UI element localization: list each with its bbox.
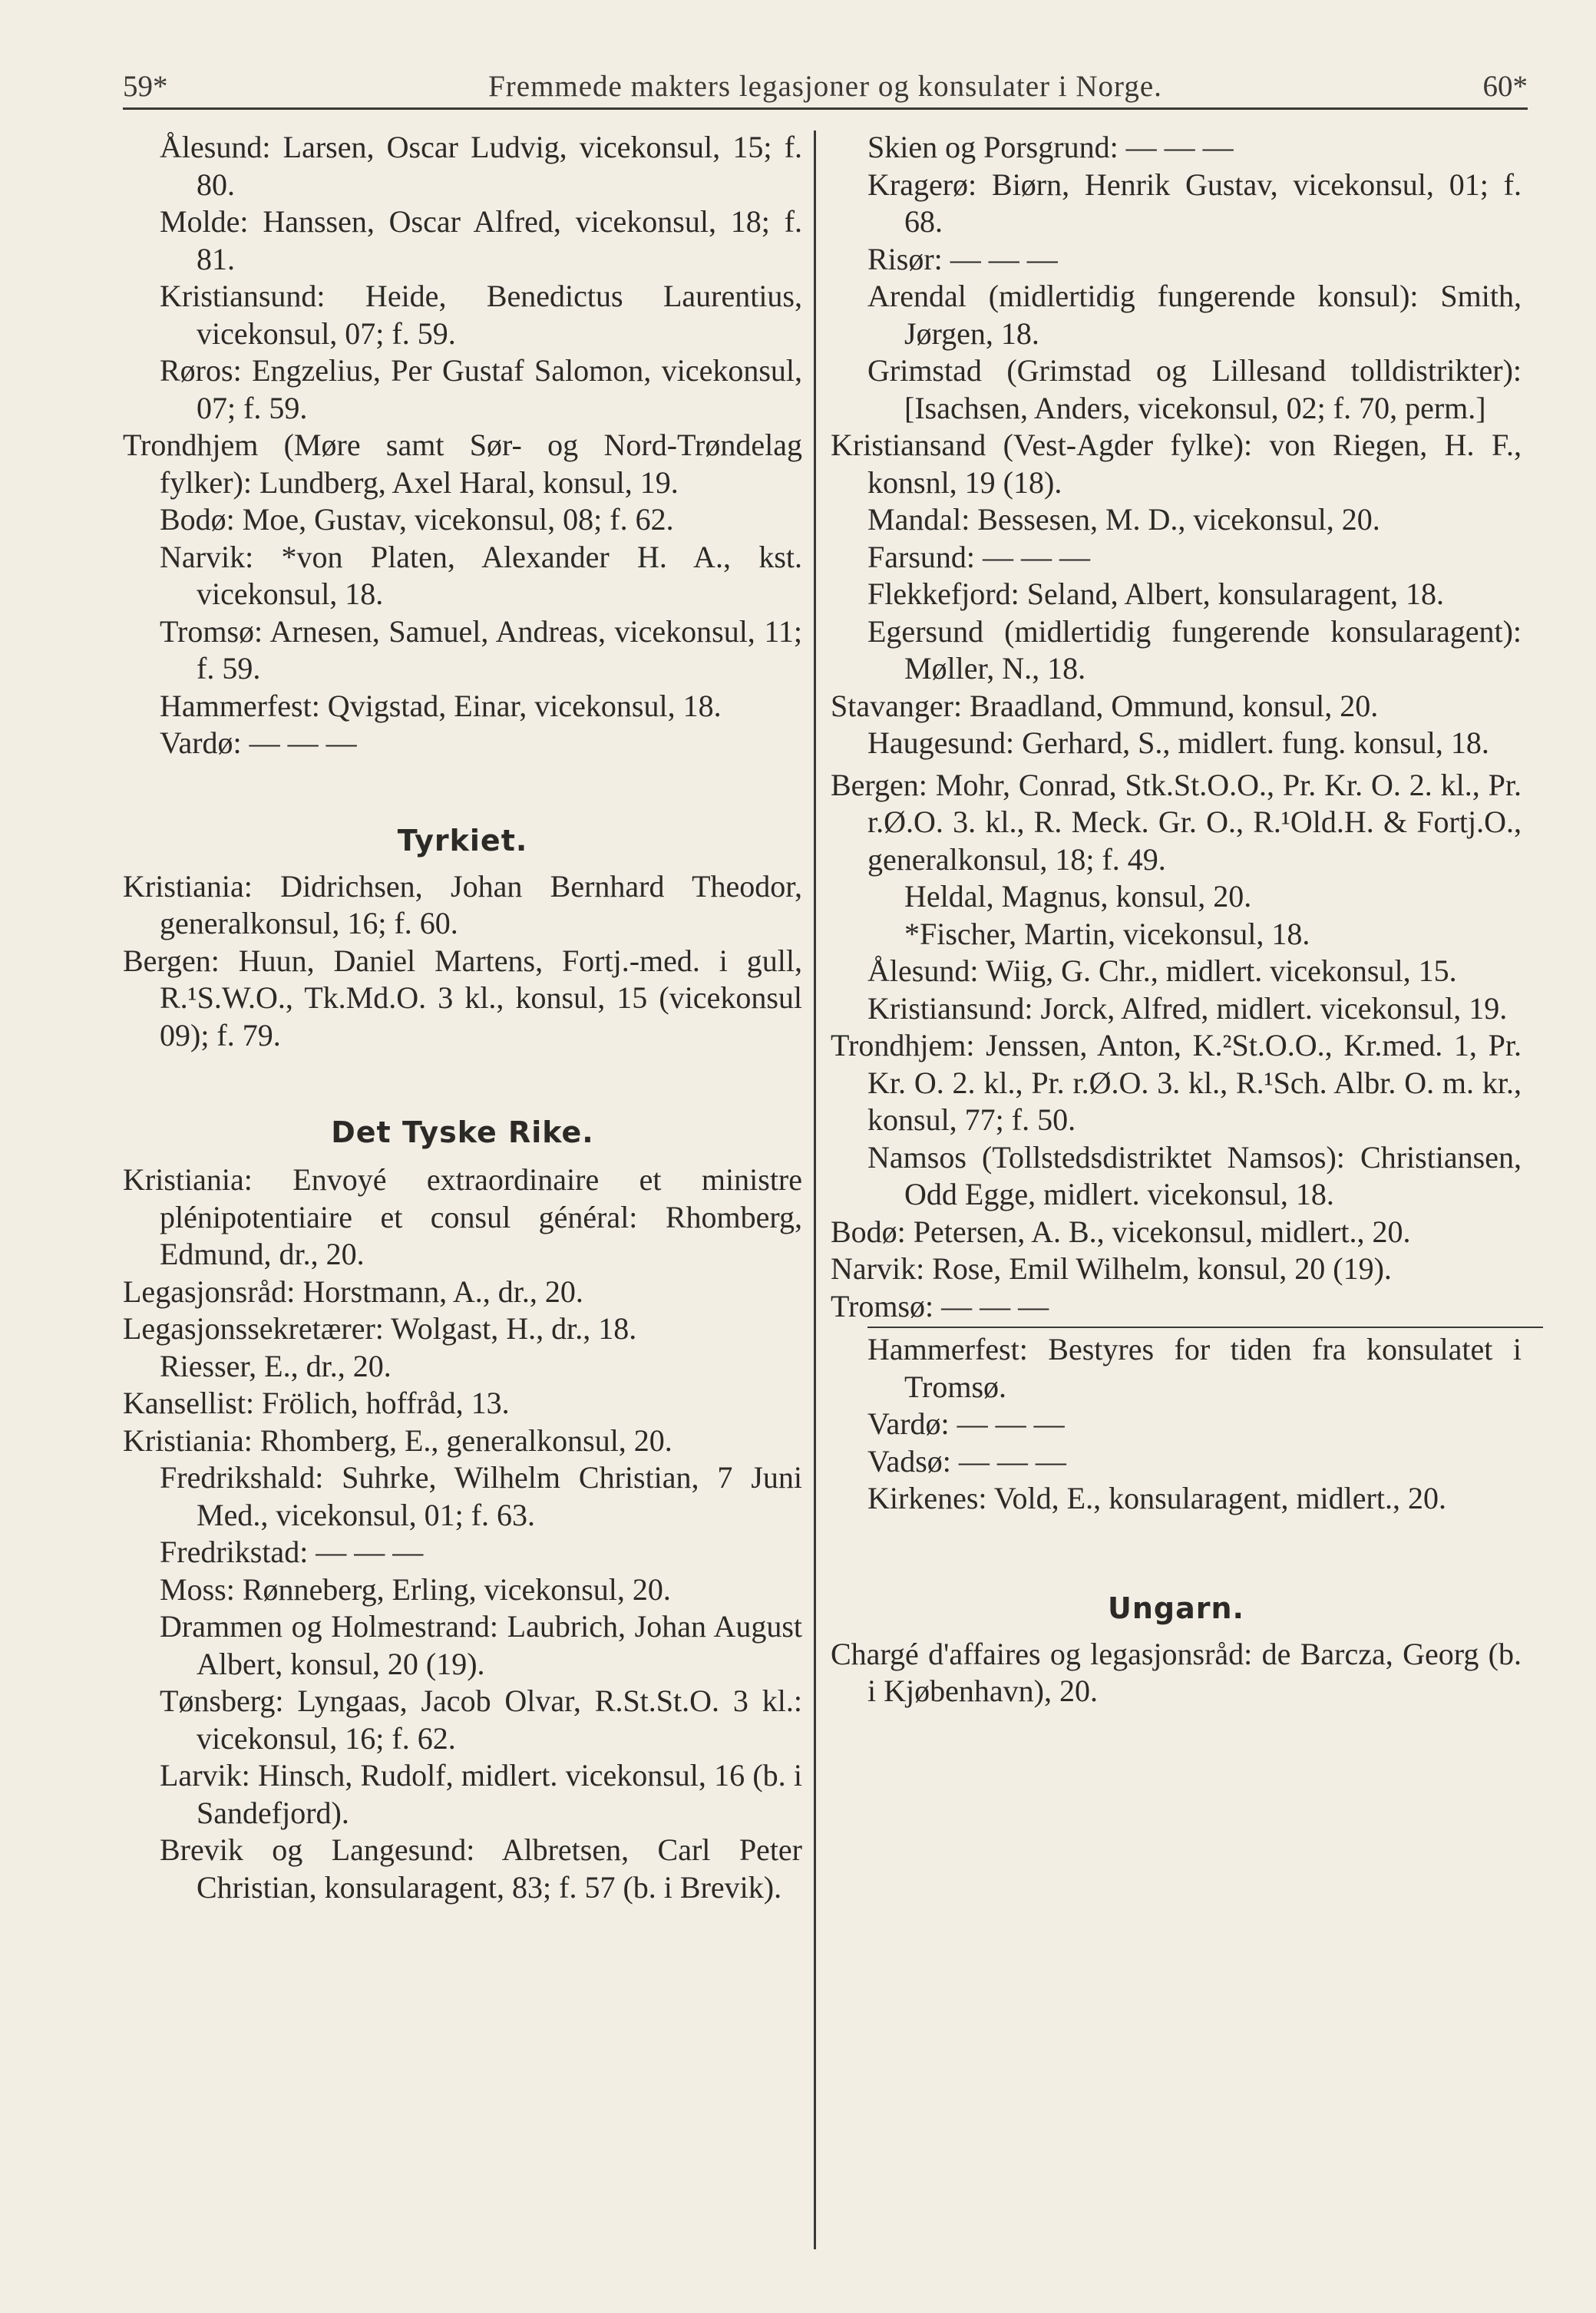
consulate-entry: Trondhjem: Jenssen, Anton, K.²St.O.O., Kr.med. 1, Pr. Kr. O. 2. kl., Pr. r.Ø.O. 3. kl., R.¹Sch. Albr. O. m. kr., konsul, 77; f. 50. <box>831 1028 1522 1137</box>
consulate-entry: Kansellist: Frölich, hoffråd, 13. <box>123 1386 510 1420</box>
consulate-entry: Røros: Engzelius, Per Gustaf Salomon, vicekonsul, 07; f. 59. <box>160 353 802 425</box>
section-heading-tyrkiet: Tyrkiet. <box>397 823 528 857</box>
page-number-left: 59* <box>123 70 168 103</box>
consulate-entry: Risør: — — — <box>867 241 1058 276</box>
consulate-entry: Kragerø: Biørn, Henrik Gustav, vicekonsul, 01; f. 68. <box>867 167 1522 239</box>
running-header <box>123 64 1528 111</box>
consulate-entry: Egersund (midlertidig fungerende konsularagent): Møller, N., 18. <box>867 613 1522 686</box>
consulate-entry: Stavanger: Braadland, Ommund, konsul, 20. <box>831 688 1379 723</box>
section-rule <box>867 1327 1543 1328</box>
consulate-entry: Molde: Hanssen, Oscar Alfred, vicekonsul, 18; f. 81. <box>160 204 802 276</box>
consulate-entry: Chargé d'affaires og legasjonsråd: de Barcza, Georg (b. i Kjøbenhavn), 20. <box>831 1636 1522 1708</box>
consulate-entry: Mandal: Bessesen, M. D., vicekonsul, 20. <box>867 502 1380 537</box>
consulate-entry: Heldal, Magnus, konsul, 20. <box>904 879 1252 914</box>
consulate-entry: Vardø: — — — <box>160 725 357 760</box>
consulate-entry: Arendal (midlertidig fungerende konsul): Smith, Jørgen, 18. <box>867 279 1522 351</box>
consulate-entry: Vadsø: — — — <box>867 1443 1066 1479</box>
consulate-entry: Kristiania: Envoyé extraordinaire et ministre plénipotentiaire et consul général: Rhomberg, Edmund, dr., 20. <box>123 1162 802 1271</box>
consulate-entry: *Fischer, Martin, vicekonsul, 18. <box>904 916 1310 951</box>
consulate-entry: Grimstad (Grimstad og Lillesand tolldistrikter): [Isachsen, Anders, vicekonsul, 02; f. 70, perm.] <box>867 353 1522 425</box>
consulate-entry: Kristiansund: Heide, Benedictus Laurentius, vicekonsul, 07; f. 59. <box>160 279 802 351</box>
running-title: Fremmede makters legasjoner og konsulater i Norge. <box>488 70 1162 103</box>
consulate-entry: Trondhjem (Møre samt Sør- og Nord-Trøndelag fylker): Lundberg, Axel Haral, konsul, 19. <box>123 428 802 500</box>
consulate-entry: Larvik: Hinsch, Rudolf, midlert. vicekonsul, 16 (b. i Sandefjord). <box>160 1758 802 1830</box>
consulate-entry: Kristiansand (Vest-Agder fylke): von Riegen, H. F., konsnl, 19 (18). <box>831 428 1522 500</box>
consulate-entry: Legasjonssekretærer: Wolgast, H., dr., 18. <box>123 1311 637 1346</box>
consulate-entry: Hammerfest: Bestyres for tiden fra konsulatet i Tromsø. <box>867 1332 1522 1404</box>
consulate-entry: Tromsø: — — — <box>831 1288 1049 1323</box>
consulate-entry: Bergen: Mohr, Conrad, Stk.St.O.O., Pr. Kr. O. 2. kl., Pr. r.Ø.O. 3. kl., R. Meck. Gr. O., R.¹Old.H. & Fortj.O., generalkonsul, 18; f. 49. <box>831 767 1522 877</box>
consulate-entry: Skien og Porsgrund: — — — <box>867 130 1234 164</box>
consulate-entry: Fredrikstad: — — — <box>160 1535 424 1569</box>
consulate-entry: Kristiania: Rhomberg, E., generalkonsul, 20. <box>123 1422 672 1458</box>
right-column <box>831 129 1522 1710</box>
consulate-entry: Haugesund: Gerhard, S., midlert. fung. konsul, 18. <box>867 725 1489 760</box>
consulate-entry: Fredrikshald: Suhrke, Wilhelm Christian, 7 Juni Med., vicekonsul, 01; f. 63. <box>160 1460 802 1532</box>
consulate-entry: Narvik: Rose, Emil Wilhelm, konsul, 20 (19). <box>831 1251 1392 1286</box>
consulate-entry: Moss: Rønneberg, Erling, vicekonsul, 20. <box>160 1571 671 1607</box>
consulate-entry: Farsund: — — — <box>867 539 1090 574</box>
header-rule <box>123 107 1528 110</box>
left-column <box>123 129 802 1906</box>
consulate-entry: Ålesund: Wiig, G. Chr., midlert. vicekonsul, 15. <box>867 953 1457 988</box>
consulate-entry: Bodø: Petersen, A. B., vicekonsul, midlert., 20. <box>831 1214 1411 1249</box>
consulate-entry: Kristiania: Didrichsen, Johan Bernhard Theodor, generalkonsul, 16; f. 60. <box>123 868 802 940</box>
consulate-entry: Hammerfest: Qvigstad, Einar, vicekonsul, 18. <box>160 688 722 723</box>
consulate-entry: Kristiansund: Jorck, Alfred, midlert. vicekonsul, 19. <box>867 990 1508 1026</box>
consulate-entry: Legasjonsråd: Horstmann, A., dr., 20. <box>123 1274 583 1309</box>
section-heading-ungarn: Ungarn. <box>1108 1591 1244 1625</box>
consulate-entry: Kirkenes: Vold, E., konsularagent, midlert., 20. <box>867 1481 1446 1515</box>
consulate-entry: Flekkefjord: Seland, Albert, konsularagent, 18. <box>867 577 1444 611</box>
section-heading-tyske-rike: Det Tyske Rike. <box>331 1115 594 1149</box>
consulate-entry: Riesser, E., dr., 20. <box>160 1348 392 1383</box>
page-number-right: 60* <box>1482 70 1528 103</box>
consulate-entry: Ålesund: Larsen, Oscar Ludvig, vicekonsul, 15; f. 80. <box>160 130 802 202</box>
consulate-entry: Bodø: Moe, Gustav, vicekonsul, 08; f. 62. <box>160 502 674 537</box>
consulate-entry: Brevik og Langesund: Albretsen, Carl Peter Christian, konsularagent, 83; f. 57 (b. i Brevik). <box>160 1832 802 1905</box>
consulate-entry: Drammen og Holmestrand: Laubrich, Johan August Albert, konsul, 20 (19). <box>160 1609 802 1681</box>
consulate-entry: Vardø: — — — <box>867 1406 1065 1441</box>
consulate-entry: Tønsberg: Lyngaas, Jacob Olvar, R.St.St.O. 3 kl.: vicekonsul, 16; f. 62. <box>160 1684 802 1756</box>
consulate-entry: Tromsø: Arnesen, Samuel, Andreas, vicekonsul, 11; f. 59. <box>160 613 802 686</box>
consulate-entry: Bergen: Huun, Daniel Martens, Fortj.-med. i gull, R.¹S.W.O., Tk.Md.O. 3 kl., konsul, 15 (vicekonsul 09); f. 79. <box>123 943 802 1052</box>
consulate-entry: Namsos (Tollstedsdistriktet Namsos): Christiansen, Odd Egge, midlert. vicekonsul, 18. <box>867 1139 1522 1211</box>
column-divider <box>814 131 816 2249</box>
consulate-entry: Narvik: *von Platen, Alexander H. A., kst. vicekonsul, 18. <box>160 539 802 611</box>
